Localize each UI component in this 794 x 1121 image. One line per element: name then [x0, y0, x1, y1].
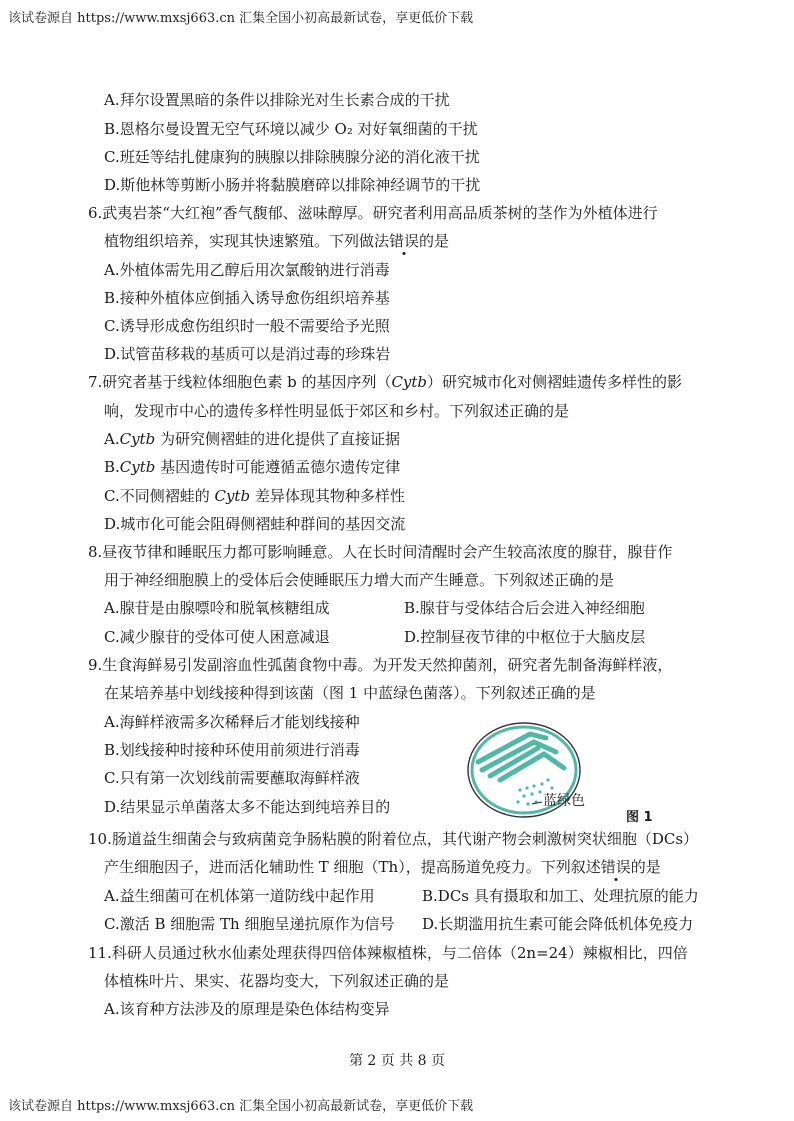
q9-option-d: D.结果显示单菌落太多不能达到纯培养目的	[104, 798, 391, 816]
q10-options-row1	[104, 886, 699, 906]
q7-option-a: A.Cytb 为研究侧褶蛙的进化提供了直接证据	[104, 430, 400, 448]
q7-option-b: B.Cytb 基因遗传时可能遵循孟德尔遗传定律	[104, 458, 401, 476]
q8-stem-line2: 用于神经细胞膜上的受体后会使睡眠压力增大而产生睡意。下列叙述正确的是	[104, 571, 615, 589]
source-banner-top: 该试卷源自 https://www.mxsj663.cn 汇集全国小初高最新试卷，享更低价下载	[8, 11, 474, 26]
q11-stem-line1: 11.科研人员通过秋水仙素处理获得四倍体辣椒植株，与二倍体（2n=24）辣椒相比，四倍	[88, 944, 688, 962]
q9-option-b: B.划线接种时接种环使用前须进行消毒	[104, 741, 360, 759]
q10-option-c: C.激活 B 细胞需 Th 细胞呈递抗原作为信号	[104, 915, 395, 933]
q8-option-d: D.控制昼夜节律的中枢位于大脑皮层	[404, 628, 646, 646]
q6-option-c: C.诱导形成愈伤组织时一般不需要给予光照	[104, 317, 390, 335]
q10-options-row2	[104, 914, 694, 934]
q6-option-b: B.接种外植体应倒插入诱导愈伤组织培养基	[104, 289, 390, 307]
q6-option-a: A.外植体需先用乙醇后用次氯酸钠进行消毒	[104, 261, 390, 279]
q6-stem-line1: 6.武夷岩茶“大红袍”香气馥郁、滋味醇厚。研究者利用高品质茶树的茎作为外植体进行	[88, 204, 658, 222]
q8-options-row1	[104, 598, 645, 618]
q10-stem-line1: 10.肠道益生细菌会与致病菌竞争肠粘膜的附着位点，其代谢产物会刺激树突状细胞（DCs）	[88, 830, 699, 848]
q10-option-a: A.益生细菌可在机体第一道防线中起作用	[104, 887, 375, 905]
q11-option-a: A.该育种方法涉及的原理是染色体结构变异	[104, 1000, 390, 1018]
q5-option-c: C.班廷等结扎健康狗的胰腺以排除胰腺分泌的消化液干扰	[104, 148, 480, 166]
q5-option-a: A.拜尔设置黑暗的条件以排除光对生长素合成的干扰	[104, 91, 450, 109]
q10-option-b: B.DCs 具有摄取和加工、处理抗原的能力	[422, 887, 699, 905]
q8-stem-line1: 8.昼夜节律和睡眠压力都可影响睡意。人在长时间清醒时会产生较高浓度的腺苷，腺苷作	[88, 543, 673, 561]
page-number-footer: 第 2 页 共 8 页	[348, 1053, 446, 1069]
q6-stem-line2: 植物组织培养，实现其快速繁殖。下列做法错误的是	[104, 232, 450, 250]
q7-stem-line1: 7.研究者基于线粒体细胞色素 b 的基因序列（Cytb）研究城市化对侧褶蛙遗传多样性的影	[88, 373, 683, 391]
q9-option-c: C.只有第一次划线前需要蘸取海鲜样液	[104, 769, 360, 787]
q8-options-row2	[104, 627, 646, 647]
q8-option-a: A.腺苷是由腺嘌呤和脱氧核糖组成	[104, 599, 330, 617]
figure-label-blue-green: 蓝绿色	[543, 793, 585, 809]
q5-option-d: D.斯他林等剪断小肠并将黏膜磨碎以排除神经调节的干扰	[104, 176, 481, 194]
q9-stem-line1: 9.生食海鲜易引发副溶血性弧菌食物中毒。为开发天然抑菌剂，研究者先制备海鲜样液，	[88, 656, 673, 674]
q8-option-b: B.腺苷与受体结合后会进入神经细胞	[404, 599, 645, 617]
q5-option-b: B.恩格尔曼设置无空气环境以减少 O₂ 对好氧细菌的干扰	[104, 120, 478, 138]
q10-stem-line2: 产生细胞因子，进而活化辅助性 T 细胞（Th），提高肠道免疫力。下列叙述错误的是	[104, 858, 661, 876]
q9-stem-line2: 在某培养基中划线接种得到该菌（图 1 中蓝绿色菌落）。下列叙述正确的是	[104, 684, 596, 702]
q8-option-c: C.减少腺苷的受体可使人困意减退	[104, 628, 330, 646]
q11-stem-line2: 体植株叶片、果实、花器均变大，下列叙述正确的是	[104, 972, 450, 990]
q9-option-a: A.海鲜样液需多次稀释后才能划线接种	[104, 713, 360, 731]
emphasis-marker: 错误	[600, 858, 631, 876]
q7-stem-line2: 响，发现市中心的遗传多样性明显低于郊区和乡村。下列叙述正确的是	[104, 402, 570, 420]
q7-option-c: C.不同侧褶蛙的 Cytb 差异体现其物种多样性	[104, 487, 405, 505]
figure-caption: 图 1	[626, 810, 653, 825]
q6-option-d: D.试管苗移栽的基质可以是消过毒的珍珠岩	[104, 345, 391, 363]
q7-option-d: D.城市化可能会阻碍侧褶蛙种群间的基因交流	[104, 515, 406, 533]
q10-option-d: D.长期滥用抗生素可能会降低机体免疫力	[422, 915, 694, 933]
emphasis-marker: 错误	[389, 232, 420, 250]
source-banner-bottom: 该试卷源自 https://www.mxsj663.cn 汇集全国小初高最新试卷，享更低价下载	[8, 1099, 474, 1114]
